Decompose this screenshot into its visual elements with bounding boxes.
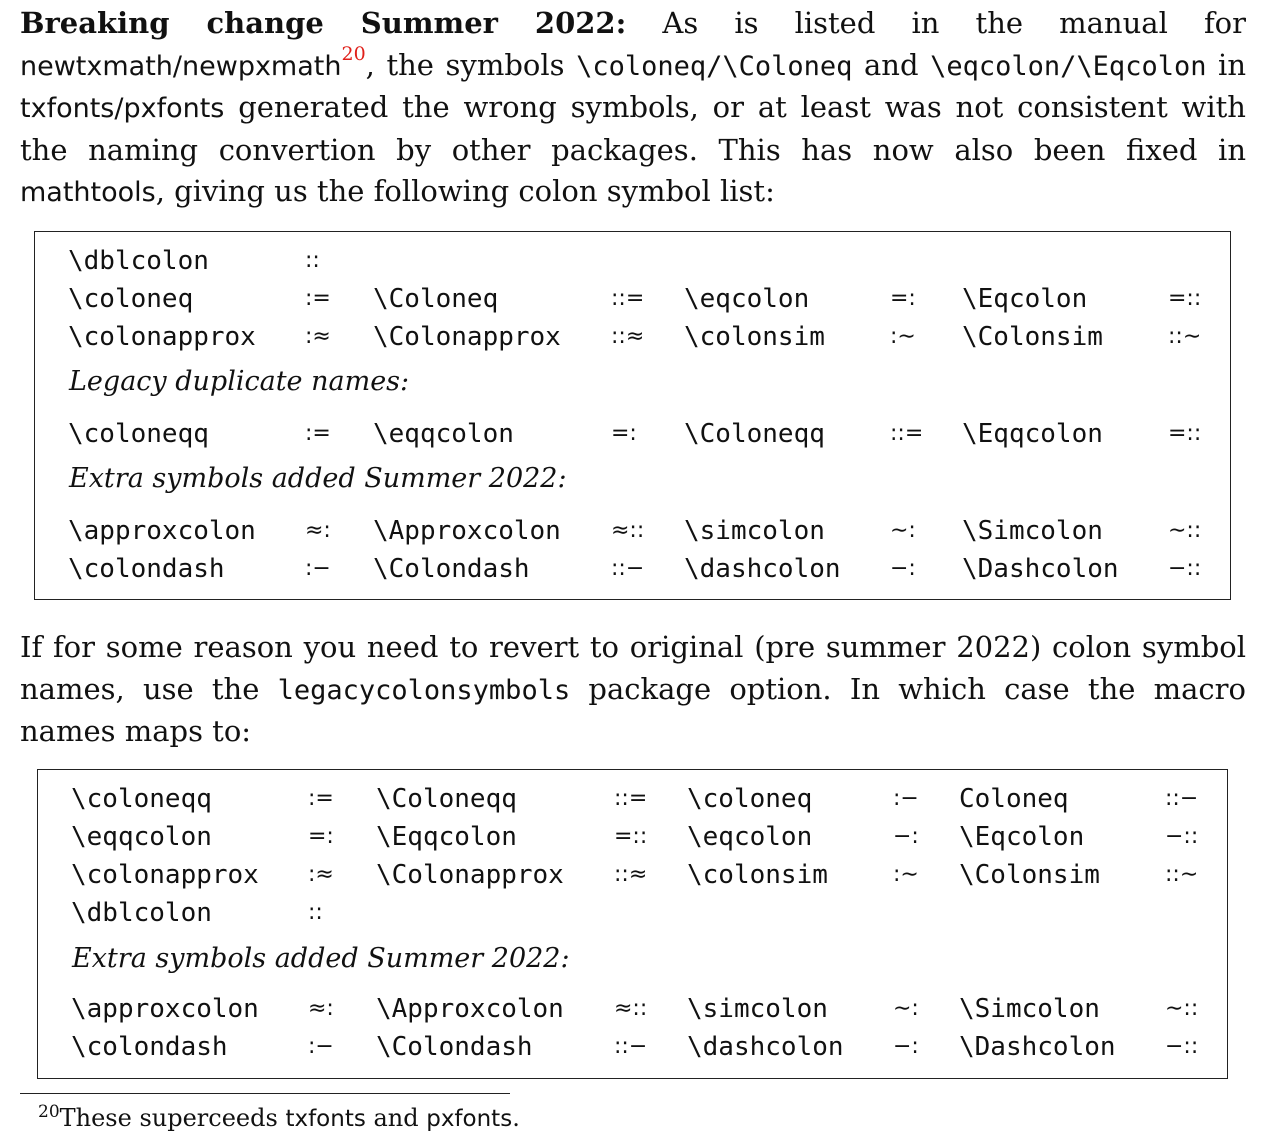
colon-symbol: ::−: [614, 1034, 648, 1059]
colon-symbol: =:: [611, 421, 637, 446]
macro-name: \Approxcolon: [373, 516, 561, 546]
legacy-option-paragraph: [20, 627, 1246, 753]
package-name-mathtools: mathtools: [20, 177, 156, 208]
colon-symbol: ∼:: [890, 518, 916, 543]
colon-symbol: −::: [1165, 1034, 1199, 1059]
macro-name: \Simcolon: [959, 994, 1100, 1024]
colon-symbol: ≈::: [611, 518, 645, 543]
colon-symbol: :−: [893, 786, 919, 811]
footnote-text-1: These superceeds: [59, 1104, 286, 1132]
macro-name: \approxcolon: [68, 516, 256, 546]
colon-symbol: :=: [308, 786, 334, 811]
colon-symbol: −:: [893, 824, 919, 849]
colon-symbol: ∼::: [1168, 518, 1202, 543]
package-name-txfonts: txfonts/pxfonts: [20, 93, 225, 124]
colon-symbol: ::=: [890, 421, 924, 446]
colon-symbol: ::∼: [1165, 862, 1199, 887]
colon-symbol: ::=: [614, 786, 648, 811]
macro-name: \Colondash: [376, 1032, 533, 1062]
middle-text-1: If for some reason you need to revert to original (pre summer 2022) colon symbol names, use the: [20, 630, 1246, 706]
macro-name: \Simcolon: [962, 516, 1103, 546]
footnote-mark: 20: [38, 1102, 60, 1122]
macro-name: \eqqcolon: [373, 419, 514, 449]
colon-symbol: ∼::: [1165, 996, 1199, 1021]
macro-name: \dblcolon: [68, 246, 209, 276]
macro-name: \colonsim: [687, 860, 828, 890]
macro-name: \Colondash: [373, 554, 530, 584]
macro-name: \Colonapprox: [373, 322, 561, 352]
table-row: [35, 280, 1230, 318]
extra-symbols-heading-2: Extra symbols added Summer 2022:: [72, 943, 570, 974]
colon-symbol: :∼: [893, 862, 919, 887]
command-eqcolon-pair: \eqcolon/\Eqcolon: [930, 50, 1207, 82]
table-row: [38, 856, 1227, 894]
colon-symbol: −:: [893, 1034, 919, 1059]
macro-name: \coloneqq: [68, 419, 209, 449]
breaking-change-label: Breaking change Summer 2022:: [20, 6, 627, 40]
macro-name: \Colonsim: [962, 322, 1103, 352]
table-row: [38, 780, 1227, 818]
colon-symbol: =::: [1168, 421, 1202, 446]
footnote-text-3: .: [512, 1104, 520, 1132]
macro-name: \coloneq: [68, 284, 194, 314]
macro-name: \colonsim: [684, 322, 825, 352]
macro-name: \Eqcolon: [959, 822, 1085, 852]
colon-symbol: :≈: [308, 862, 334, 887]
table-row: [35, 415, 1230, 453]
colon-symbol-table: [34, 231, 1231, 600]
macro-name: \eqcolon: [684, 284, 810, 314]
intro-paragraph: [20, 3, 1246, 214]
macro-name: \dashcolon: [684, 554, 841, 584]
macro-name: \simcolon: [684, 516, 825, 546]
colon-symbol: ∼:: [893, 996, 919, 1021]
macro-name: \eqqcolon: [71, 822, 212, 852]
macro-name: Coloneq: [959, 784, 1069, 814]
colon-symbol: :=: [305, 286, 331, 311]
table-row: [35, 242, 1230, 280]
macro-name: \dblcolon: [71, 898, 212, 928]
colon-symbol: ::=: [611, 286, 645, 311]
colon-symbol: ::: [305, 248, 320, 273]
macro-name: \coloneq: [687, 784, 813, 814]
macro-name: \Coloneqq: [684, 419, 825, 449]
legacy-mapping-table: [37, 769, 1228, 1079]
colon-symbol: =:: [308, 824, 334, 849]
macro-name: \eqcolon: [687, 822, 813, 852]
macro-name: \Eqcolon: [962, 284, 1088, 314]
legacycolonsymbols-option: legacycolonsymbols: [277, 674, 571, 706]
table-row: [38, 1028, 1227, 1066]
macro-name: \colonapprox: [68, 322, 256, 352]
colon-symbol: −::: [1165, 824, 1199, 849]
colon-symbol: ≈:: [308, 996, 334, 1021]
table-row: [35, 512, 1230, 550]
macro-name: \Colonsim: [959, 860, 1100, 890]
table-row: [38, 894, 1227, 932]
colon-symbol: ::≈: [611, 324, 645, 349]
colon-symbol: −::: [1168, 556, 1202, 581]
footnote: [38, 1100, 520, 1137]
macro-name: \coloneqq: [71, 784, 212, 814]
intro-text-5: generated the wrong symbols, or at least was not consistent with the naming convertion by other packages. This has now also been fixed in: [20, 90, 1246, 167]
macro-name: \Eqqcolon: [962, 419, 1103, 449]
macro-name: \colondash: [71, 1032, 228, 1062]
colon-symbol: ::∼: [1168, 324, 1202, 349]
macro-name: \Coloneq: [373, 284, 499, 314]
intro-text-3: and: [852, 47, 931, 82]
colon-symbol: ≈::: [614, 996, 648, 1021]
macro-name: \approxcolon: [71, 994, 259, 1024]
colon-symbol: :−: [308, 1034, 334, 1059]
macro-name: \Approxcolon: [376, 994, 564, 1024]
legacy-names-heading: Legacy duplicate names:: [69, 366, 410, 397]
footnote-reference[interactable]: 20: [341, 42, 366, 65]
macro-name: \simcolon: [687, 994, 828, 1024]
table-row: [35, 550, 1230, 588]
footnote-package-pxfonts: pxfonts: [426, 1106, 513, 1132]
middle-text-2: package option. In which case the macro names maps to:: [20, 671, 1246, 748]
macro-name: \colonapprox: [71, 860, 259, 890]
footnote-rule: [20, 1093, 510, 1094]
colon-symbol: =:: [890, 286, 916, 311]
table-row: [38, 990, 1227, 1028]
table-row: [38, 818, 1227, 856]
macro-name: \colondash: [68, 554, 225, 584]
colon-symbol: :∼: [890, 324, 916, 349]
macro-name: \Eqqcolon: [376, 822, 517, 852]
macro-name: \Dashcolon: [962, 554, 1119, 584]
colon-symbol: ≈:: [305, 518, 331, 543]
package-name-newtxmath: newtxmath/newpxmath: [20, 50, 342, 82]
colon-symbol: :−: [305, 556, 331, 581]
command-coloneq-pair: \coloneq/\Coloneq: [576, 50, 853, 82]
footnote-text-2: and: [365, 1104, 427, 1132]
macro-name: \Dashcolon: [959, 1032, 1116, 1062]
colon-symbol: ::≈: [614, 862, 648, 887]
macro-name: \Colonapprox: [376, 860, 564, 890]
colon-symbol: :=: [305, 421, 331, 446]
colon-symbol: ::: [308, 900, 323, 925]
intro-text-4: in: [1206, 47, 1247, 82]
footnote-package-txfonts: txfonts: [285, 1106, 366, 1132]
intro-text-2: , the symbols: [365, 47, 577, 82]
colon-symbol: −:: [890, 556, 916, 581]
macro-name: \Coloneqq: [376, 784, 517, 814]
table-row: [35, 318, 1230, 356]
macro-name: \dashcolon: [687, 1032, 844, 1062]
colon-symbol: =::: [1168, 286, 1202, 311]
intro-text-6: , giving us the following colon symbol list:: [155, 174, 775, 208]
intro-text-1: As is listed in the manual for: [626, 6, 1247, 40]
colon-symbol: =::: [614, 824, 648, 849]
extra-symbols-heading: Extra symbols added Summer 2022:: [69, 463, 567, 494]
colon-symbol: :≈: [305, 324, 331, 349]
colon-symbol: ::−: [1165, 786, 1199, 811]
colon-symbol: ::−: [611, 556, 645, 581]
